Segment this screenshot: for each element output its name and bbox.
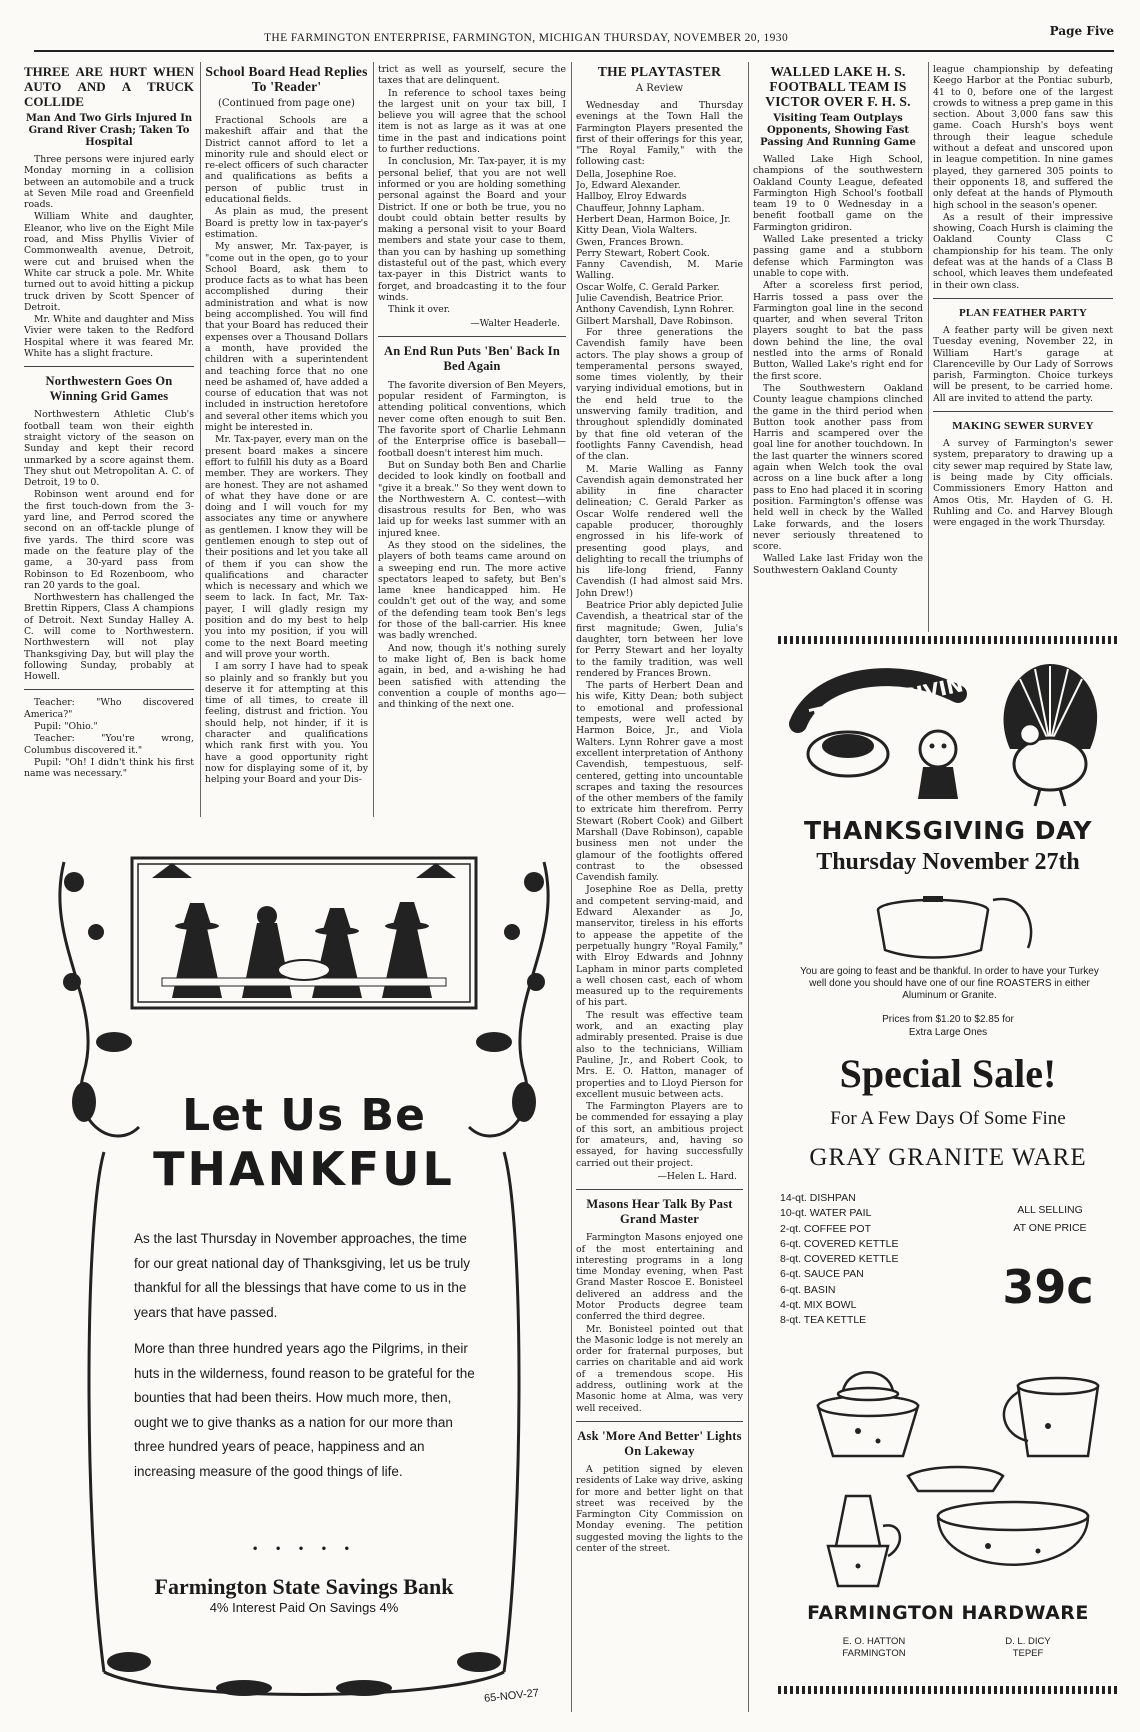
- article-paragraph: Walled Lake presented a tricky passing game and a stubborn defense which Farmington was unable to cope with.: [753, 234, 923, 279]
- article-paragraph: The result was effective team work, and an exacting play admirably presented. Praise is due also to the technicians, William Pauline, Jr., and Robert Cook, to Mrs. E. O. Hatton, manager of properties and to Lloyd Pierson for excellent musuic between acts.: [576, 1009, 743, 1100]
- all-selling-line: ALL SELLING: [1017, 1204, 1083, 1216]
- bank-thanksgiving-ad: [44, 822, 564, 1708]
- article-paragraph: The Southwestern Oakland County league champions clinched the game in the third period when Button took another pass from Harris and scampered over the goal line for another touchdown. In the last quarter the winners scored again when Welch took the oval across on a line buck after a long pass to Eno had placed it in scoring position. Farmington's offense was held well in check by the Walled Lake forwards, and the losers never seriously threatened to score.: [753, 382, 923, 553]
- divider: [24, 689, 194, 690]
- article-paragraph: A survey of Farmington's sewer system, preparatory to drawing up a city sewer map required by State law, is being made by City officials. Commissioners Emory Hatton and Amos Otis, Mr. Hayden of G. H. Ruhling and Co. and Harvey Blough were engaged in the work Thursday.: [933, 438, 1113, 529]
- headline-feather-party: PLAN FEATHER PARTY: [958, 306, 1088, 319]
- cast-entry: Herbert Dean, Harmon Boice, Jr.: [576, 213, 731, 225]
- ad-headline-let-us-be: Let Us Be: [182, 1090, 426, 1141]
- headline-end-run: An End Run Puts 'Ben' Back In Bed Again: [383, 343, 560, 373]
- owner-name: D. L. DICY: [1005, 1636, 1051, 1647]
- sale-item: 6-qt. BASIN: [780, 1283, 836, 1296]
- owner-name: E. O. HATTON: [842, 1636, 906, 1647]
- ad-extra-large: Extra Large Ones: [908, 1027, 988, 1038]
- article-paragraph: Walled Lake last Friday won the Southwestern Oakland County: [753, 553, 923, 576]
- column-1: [24, 64, 194, 814]
- sale-item: 8-qt. COVERED KETTLE: [780, 1253, 899, 1266]
- article-paragraph: Think it over.: [388, 304, 451, 316]
- headline-walled-lake: WALLED LAKE H. S. FOOTBALL TEAM IS VICTOR OVER F. H. S.: [765, 64, 911, 109]
- article-paragraph: After a scoreless first period, Harris tossed a pass over the Farmington goal line in the second quarter, and when several Triton players sought to bat the pass down behind the line, the oval nestled into the arms of Ronald Button, Walled Lake's right end for the first score.: [753, 280, 923, 382]
- masthead: [34, 22, 1114, 52]
- subhead-continued: (Continued from page one): [218, 98, 355, 109]
- headline-masons: Masons Hear Talk By Past Grand Master: [586, 1197, 733, 1227]
- cast-entry: Anthony Cavendish, Lynn Rohrer.: [576, 304, 735, 316]
- ad-paragraph: More than three hundred years ago the Pilgrims, in their huts in the wilderness, found reason to be grateful for the bounties that had been theirs. How much more, then, ought we to give thanks as a nation for our more than three hundred years of peace, happiness and an increasing measure of the good things of life.: [134, 1341, 475, 1479]
- headline-school-board: School Board Head Replies To 'Reader': [205, 64, 368, 94]
- subhead-walled-lake: Visiting Team Outplays Opponents, Showing Fast Passing And Running Game: [760, 113, 916, 148]
- ad-headline-thankful: THANKFUL: [153, 1142, 455, 1196]
- ad-special-sale: Special Sale!: [839, 1051, 1057, 1096]
- article-paragraph: Three persons were injured early Monday morning in a collision between an automobile and a truck at Seven Mile road and Greenfield roads.: [24, 154, 194, 211]
- sale-item: 2-qt. COFFEE POT: [780, 1222, 872, 1235]
- sale-item: 6-qt. COVERED KETTLE: [780, 1237, 899, 1250]
- cast-entry: Fanny Cavendish, M. Marie Walling.: [576, 259, 743, 282]
- article-paragraph: Northwestern Athletic Club's football team won their eighth straight victory of the season on Sunday and kept their record unmarked by a score against them. They shut out Metropolitan A. C. of Detroit, 19 to 0.: [24, 409, 194, 489]
- headline-northwestern: Northwestern Goes On Winning Grid Games: [45, 374, 173, 404]
- all-selling-note: [990, 1201, 1110, 1237]
- sale-price: 39c: [1002, 1260, 1094, 1314]
- article-paragraph: The Farmington Players are to be commended for essaying a play of this sort, an ambitious project for amateurs, and, having so essayed, for having successfully carried out their project.: [576, 1101, 743, 1169]
- headline-lakeway-lights: Ask 'More And Better' Lights On Lakeway: [577, 1428, 742, 1458]
- ad-border-top: [778, 636, 1118, 644]
- article-paragraph: Walled Lake High School, champions of the southwestern Oakland County League, defeated Farmington High School's football team 19 to 0 Wednesday in a benefit football game on the Farmington gridiron.: [753, 154, 923, 233]
- divider: [576, 1189, 743, 1190]
- column-rule: [748, 62, 749, 1712]
- article-paragraph: As they stood on the sidelines, the players of both teams came around on a sweeping end run. The more active spectators leaped to safety, but Ben's lame knee handicapped him. He couldn't get out of the way, and some of the defending team took Ben's legs for those of the ball-carrier. His knee was badly wrenched.: [378, 539, 566, 642]
- article-paragraph: As a result of their impressive showing, Coach Hursh is claiming the Oakland County Class C championship for his team. The only defeat was at the hands of a Class B school, which leaves them undefeated in their own class.: [933, 211, 1113, 291]
- article-paragraph: Wednesday and Thursday evenings at the Town Hall the Farmington Players presented the first of their offerings for this year, "The Royal Family," with the following cast:: [576, 100, 743, 168]
- headline-playtaster: THE PLAYTASTER: [597, 64, 722, 79]
- ad-border-bottom: [778, 1686, 1118, 1694]
- sale-item: 10-qt. WATER PAIL: [780, 1207, 872, 1220]
- owner-right: [968, 1636, 1088, 1660]
- cast-entry: Kitty Dean, Viola Walters.: [576, 225, 698, 237]
- ad-product-line: GRAY GRANITE WARE: [809, 1144, 1087, 1171]
- article-paragraph: Northwestern has challenged the Brettin Rippers, Class A champions of Detroit. Next Sunday Halley A. C. will come to Northwestern. Northwestern will not play Thanksgiving Day, but will play the following Sunday, probably at Howell.: [24, 592, 194, 683]
- owner-town: TEPEF: [1012, 1648, 1044, 1659]
- subhead-three-hurt: Man And Two Girls Injured In Grand River Crash; Taken To Hospital: [25, 113, 193, 148]
- graniteware-illustration: [788, 1346, 1108, 1596]
- cast-entry: Perry Stewart, Robert Cook.: [576, 247, 710, 259]
- sale-item: 14-qt. DISHPAN: [780, 1192, 856, 1204]
- sale-item: 8-qt. TEA KETTLE: [780, 1314, 867, 1327]
- article-paragraph: The parts of Herbert Dean and his wife, Kitty Dean; both subject to emotional and professional tempests, were well acted by Harmon Boice, Jr., and Viola Walters. Lynn Rohrer gave a most excellent interpretation of Anthony Cavendish, tempestuous, self-centered, getting into uncountable scrapes and taxing the resources of the other members of the family to extricate him therefrom. Perry Stewart (Robert Cook) and Gilbert Marshall (Dave Robinson), capable business men not under the glamour of the footlights offered contrast to the obsessed Cavendish family.: [576, 680, 743, 884]
- article-paragraph: In conclusion, Mr. Tax-payer, it is my personal belief, that you are not well informed or you are holding something personal against the Board and your District. If one or both be true, you no doubt could obtain better results by making a personal visit to your Board members and state your case to them, than you can by hashing up something distasteful out of the past, which every tax-payer in this District wants to forget, and broadcasting it to the four winds.: [378, 156, 566, 303]
- article-paragraph: M. Marie Walling as Fanny Cavendish again demonstrated her ability in fine character delineation; C. Gerald Parker as Oscar Wolfe rendered well the capable producer, thoroughly engrossed in his life-work of presenting good plays, and delighting to recall the triumphs of his life-long friend, Fanny Cavendish (I had almost said Mrs. John Drew!): [576, 463, 743, 599]
- article-paragraph: Josephine Roe as Della, pretty and competent serving-maid, and Edward Alexander as Jo, manservitor, tireless in his efforts to appease the appetite of the perpetually hungry "Royal Family," with Elroy Edwards and Johnny Lapham in minor parts completed a well chosen cast, each of whom measured up to the requirements of his part.: [576, 884, 743, 1009]
- date-stamp: 65-NOV-27: [483, 1687, 540, 1705]
- cast-entry: Julie Cavendish, Beatrice Prior.: [576, 293, 724, 305]
- thanksgiving-banner-illustration: [788, 654, 988, 809]
- store-name: FARMINGTON HARDWARE: [807, 1602, 1089, 1624]
- article-paragraph: Mr. Tax-payer, every man on the present board makes a sincere effort to fulfill his duty as a Board member. They are workers. They are honest. They are not ashamed of what they have done or are doing and I will vouch for my associates any time or anywhere as gentlemen. I know they will be gentlemen enough to step out of their positions and let you take all of them if you can show the qualifications and character which is necessary and which we seem to lack. In fact, Mr. Tax-payer, I will gladly resign my position and do my best to help you into my position, if you will come to the next Board meeting and will prove your worth.: [205, 434, 368, 660]
- article-paragraph: William White and daughter, Eleanor, who live on the Eight Mile road, and Miss Phyllis Vivier of Commonwealth avenue, Detroit, were cut and bruised when the White car struck a pole. Mr. White turned out to avoid hitting a pickup truck driven by Scott Spencer of Detroit.: [24, 211, 194, 313]
- column-5: [753, 64, 923, 624]
- article-paragraph: Robinson went around end for the first touch-down from the 3-yard line, and Perrod scored the second on an off-tackle plunge of five yards. The third score was made on the feature play of the game, a 30-yard pass from Robinson to Ed Rozenboom, who ran 20 yards to the goal.: [24, 489, 194, 591]
- divider: [378, 336, 566, 337]
- article-paragraph: trict as well as yourself, secure the taxes that are delinquent.: [378, 64, 566, 87]
- article-paragraph: For three generations the Cavendish family have been actors. The play shows a group of temperamental persons swayed, some times violently, by their varying individual emotions, but in the end held true to the unswerving family tradition, and throughout splendidly dominated by that fine old veteran of the footlights Fanny Cavendish, head of the clan.: [576, 326, 743, 463]
- joke-line: Pupil: "Oh! I didn't think his first name was necessary.": [24, 756, 194, 780]
- byline: —Helen L. Hard.: [657, 1170, 737, 1182]
- divider: [933, 411, 1113, 412]
- cast-entry: Gilbert Marshall, Dave Robinson.: [576, 315, 734, 327]
- cast-entry: Oscar Wolfe, C. Gerald Parker.: [576, 281, 720, 293]
- article-paragraph: I am sorry I have had to speak so plainly and so frankly but you deserve it for attempting at this time of all times, to create ill feeling, distrust and friction. You should help, not hinder, if it is character and qualifications which rank first with you. You have a good opportunity right now for displaying some of it, by helping your Board and your Dis-: [205, 661, 368, 786]
- divider: [24, 366, 194, 367]
- cast-entry: Gwen, Frances Brown.: [576, 236, 684, 248]
- turkey-illustration: [990, 654, 1110, 809]
- interest-line: 4% Interest Paid On Savings 4%: [209, 1600, 399, 1615]
- article-paragraph: Beatrice Prior ably depicted Julie Cavendish, a theatrical star of the first magnitude; Gwen, Julia's daughter, torn between her love for Perry Stewart and her loyalty to the family tradition, was well rendered by Frances Brown.: [576, 600, 743, 679]
- one-price-line: AT ONE PRICE: [1013, 1222, 1087, 1234]
- page-number: Page Five: [1049, 24, 1114, 38]
- subhead-review: A Review: [635, 83, 684, 94]
- byline: —Walter Headerle.: [470, 317, 560, 329]
- column-rule: [571, 62, 572, 1712]
- column-rule: [200, 62, 201, 817]
- article-paragraph: Mr. Bonisteel pointed out that the Masonic lodge is not merely an order for fraternal purposes, but carries on charitable and aid work of a tremendous scope. His address, outlining work at the Masonic home at Alma, was very well received.: [576, 1323, 743, 1414]
- ad-few-days: For A Few Days Of Some Fine: [830, 1108, 1066, 1129]
- column-4: [576, 64, 743, 1714]
- article-paragraph: Mr. White and daughter and Miss Vivier were taken to the Redford Hospital where it was feared Mr. White has a slight fracture.: [24, 314, 194, 360]
- cast-entry: Chauffeur, Johnny Lapham.: [576, 202, 705, 214]
- ad-body: [134, 1227, 479, 1496]
- owner-left: [814, 1636, 934, 1660]
- ad-pitch: You are going to feast and be thankful. In order to have your Turkey well done you should have one of our fine ROASTERS in either Aluminum or Granite.: [800, 966, 1099, 1001]
- cast-entry: Jo, Edward Alexander.: [576, 180, 681, 192]
- divider: [576, 1421, 743, 1422]
- article-paragraph: A feather party will be given next Tuesday evening, November 22, in William Hart's garage at Clarenceville by Our Lady of Sorrows parish, Farmington. Choice turkeys will be present, to be carried home. All are invited to attend the party.: [933, 324, 1113, 404]
- sale-item: 6-qt. SAUCE PAN: [780, 1268, 864, 1281]
- joke-line: Teacher: "You're wrong, Columbus discovered it.": [24, 733, 194, 756]
- cast-list: [576, 169, 743, 327]
- article-paragraph: Fractional Schools are a makeshift affair and that the District cannot afford to let a minority rule and should elect or re-elect officers of such character and qualifications as befits a person of public trust in educational fields.: [205, 115, 368, 206]
- article-paragraph: And now, though it's nothing surely to make light of, Ben is back home again, in bed, and a-wishing he had been satisfied with attending the convention a couple of months ago—and thinking of the next one.: [378, 642, 566, 711]
- article-paragraph: The favorite diversion of Ben Meyers, popular resident of Farmington, is attending political conventions, which never come often enough to suit Ben. The favorite sport of Charlie Lehmann of the Enterprise office is baseball—football doesn't interest him much.: [378, 379, 566, 459]
- ad-price-range: Prices from $1.20 to $2.85 for: [882, 1014, 1014, 1025]
- column-3: [378, 64, 566, 814]
- owner-town: FARMINGTON: [842, 1648, 906, 1659]
- column-6: [933, 64, 1113, 624]
- column-2: [205, 64, 368, 814]
- sale-item: 4-qt. MIX BOWL: [780, 1299, 857, 1312]
- column-rule: [373, 62, 374, 817]
- cast-entry: Hallboy, Elroy Edwards: [576, 191, 687, 203]
- article-paragraph: As plain as mud, the present Board is pretty low in tax-payer's estimation.: [205, 206, 368, 240]
- article-paragraph: Farmington Masons enjoyed one of the most entertaining and interesting programs in a long time Monday evening, when Past Grand Master Roscoe E. Bonisteel delivered an address and the Motor Products degree team conferred the third degree.: [576, 1232, 743, 1323]
- headline-three-hurt: THREE ARE HURT WHEN AUTO AND A TRUCK COLLIDE: [24, 64, 194, 109]
- ad-stars: • • • • •: [251, 1542, 357, 1556]
- joke-line: Pupil: "Ohio.": [34, 721, 98, 733]
- divider: [933, 298, 1113, 299]
- article-paragraph: A petition signed by eleven residents of Lake way drive, asking for more and better light on that street was received by the Farmington City Commission on Monday evening. The petition suggested moving the lights to the center of the street.: [576, 1463, 743, 1555]
- joke-line: Teacher: "Who discovered America?": [24, 697, 194, 720]
- bank-name: Farmington State Savings Bank: [154, 1574, 454, 1599]
- roaster-illustration: [853, 888, 1043, 963]
- ad-title-thanksgiving-day: THANKSGIVING DAY: [803, 816, 1093, 845]
- cast-entry: Della, Josephine Roe.: [576, 168, 677, 180]
- ad-date: Thursday November 27th: [816, 849, 1080, 875]
- masthead-title: THE FARMINGTON ENTERPRISE, FARMINGTON, MICHIGAN THURSDAY, NOVEMBER 20, 1930: [264, 32, 789, 44]
- article-paragraph: But on Sunday both Ben and Charlie decided to look kindly on football and "give it a break." So they went down to the Northwestern A. C. contest—with disastrous results for Ben, who was laid up for weeks last summer with an injured knee.: [378, 459, 566, 539]
- sale-item-list: [780, 1191, 980, 1329]
- headline-sewer-survey: MAKING SEWER SURVEY: [952, 420, 1094, 433]
- banner-word: THANKSGIVING: [807, 668, 982, 729]
- hardware-ad: [778, 636, 1118, 1694]
- ad-paragraph: As the last Thursday in November approaches, the time for our great national day of Thanksgiving, let us be truly thankful for all the blessings that have come to us in the years that have passed.: [134, 1231, 470, 1320]
- column-rule: [928, 62, 929, 632]
- article-paragraph: My answer, Mr. Tax-payer, is "come out in the open, go to your School Board, ask them to produce facts as to what has been accomplished during their administration and what is now being accomplished. You will find that your Board has reduced their expenses over a Thousand Dollars a month, have provided the children with a superintendent and teaching force that no one need be ashamed of, have added a course of education that was not included in instruction heretofore and several other items which you might be interested in.: [205, 241, 368, 434]
- article-paragraph: In reference to school taxes being the largest unit on your tax bill, I believe you will agree that the school item is not as large as it was at one time in the past and indications point to further reductions.: [378, 87, 566, 156]
- article-paragraph: league championship by defeating Keego Harbor at the Pontiac suburb, 41 to 0, before one of the largest crowds to witness a prep game in this section. About 3,000 fans saw this game. Coach Hursh's boys went through their league schedule without a defeat and unscored upon in league competition. In nine games played, they garnered 305 points to their opponents 18, and suffered the only defeat at the hands of Plymouth high school in the season's opener.: [933, 64, 1113, 211]
